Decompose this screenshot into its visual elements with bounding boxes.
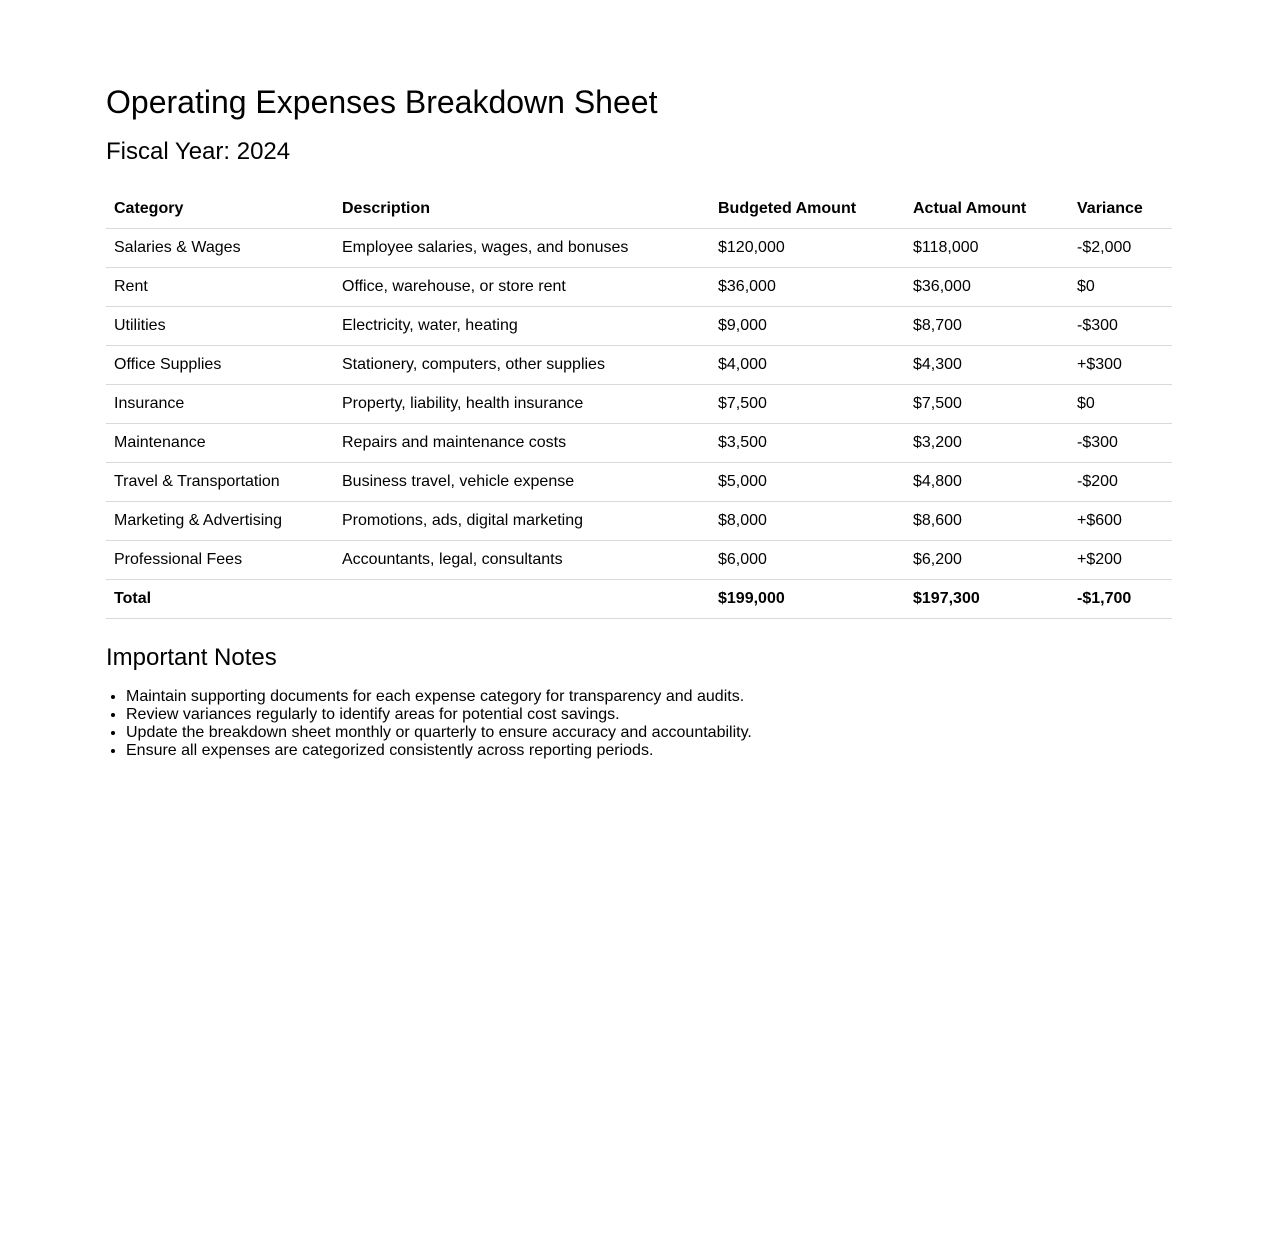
description-cell: Electricity, water, heating [334,307,710,346]
expenses-table [106,190,1172,619]
actual-cell: $118,000 [905,229,1069,268]
category-cell: Office Supplies [106,346,334,385]
category-cell: Salaries & Wages [106,229,334,268]
budgeted-cell: $4,000 [710,346,905,385]
notes-list [106,688,1172,760]
table-row [106,385,1172,424]
variance-cell: -$300 [1069,424,1172,463]
actual-cell: $36,000 [905,268,1069,307]
fiscal-year-subtitle: Fiscal Year: 2024 [106,138,291,165]
category-cell: Utilities [106,307,334,346]
actual-cell: $8,700 [905,307,1069,346]
variance-cell: +$300 [1069,346,1172,385]
list-item: • Maintain supporting documents for each expense category for transparency and audits. [126,688,1172,706]
table-header-row [106,190,1172,229]
total-row [106,580,1172,619]
variance-cell: -$200 [1069,463,1172,502]
description-cell: Office, warehouse, or store rent [334,268,710,307]
actual-cell: $3,200 [905,424,1069,463]
budgeted-cell: $36,000 [710,268,905,307]
table-row [106,229,1172,268]
column-header-budgeted: Budgeted Amount [710,190,905,229]
column-header-variance: Variance [1069,190,1172,229]
description-cell: Promotions, ads, digital marketing [334,502,710,541]
variance-cell: -$2,000 [1069,229,1172,268]
list-item: • Update the breakdown sheet monthly or quarterly to ensure accuracy and accountability. [126,724,1172,742]
table-row [106,268,1172,307]
total-variance-cell: -$1,700 [1069,580,1172,619]
actual-cell: $4,800 [905,463,1069,502]
budgeted-cell: $7,500 [710,385,905,424]
description-cell: Repairs and maintenance costs [334,424,710,463]
table-row [106,502,1172,541]
total-budgeted-cell: $199,000 [710,580,905,619]
actual-cell: $7,500 [905,385,1069,424]
budgeted-cell: $5,000 [710,463,905,502]
description-cell: Accountants, legal, consultants [334,541,710,580]
category-cell: Maintenance [106,424,334,463]
budgeted-cell: $120,000 [710,229,905,268]
list-item: • Ensure all expenses are categorized consistently across reporting periods. [126,742,1172,760]
variance-cell: +$200 [1069,541,1172,580]
budgeted-cell: $6,000 [710,541,905,580]
actual-cell: $6,200 [905,541,1069,580]
total-label-cell: Total [106,580,334,619]
category-cell: Rent [106,268,334,307]
total-description-cell [334,580,710,619]
list-item: • Review variances regularly to identify areas for potential cost savings. [126,706,1172,724]
description-cell: Stationery, computers, other supplies [334,346,710,385]
variance-cell: -$300 [1069,307,1172,346]
actual-cell: $8,600 [905,502,1069,541]
notes-heading: Important Notes [106,644,277,671]
total-actual-cell: $197,300 [905,580,1069,619]
table-row [106,541,1172,580]
actual-cell: $4,300 [905,346,1069,385]
column-header-actual: Actual Amount [905,190,1069,229]
category-cell: Insurance [106,385,334,424]
table-row [106,463,1172,502]
table-row [106,307,1172,346]
variance-cell: $0 [1069,268,1172,307]
variance-cell: +$600 [1069,502,1172,541]
budgeted-cell: $9,000 [710,307,905,346]
budgeted-cell: $8,000 [710,502,905,541]
category-cell: Travel & Transportation [106,463,334,502]
column-header-description: Description [334,190,710,229]
category-cell: Marketing & Advertising [106,502,334,541]
description-cell: Employee salaries, wages, and bonuses [334,229,710,268]
column-header-category: Category [106,190,334,229]
description-cell: Property, liability, health insurance [334,385,710,424]
budgeted-cell: $3,500 [710,424,905,463]
variance-cell: $0 [1069,385,1172,424]
table-row [106,346,1172,385]
table-row [106,424,1172,463]
page-title: Operating Expenses Breakdown Sheet [106,84,658,120]
category-cell: Professional Fees [106,541,334,580]
description-cell: Business travel, vehicle expense [334,463,710,502]
